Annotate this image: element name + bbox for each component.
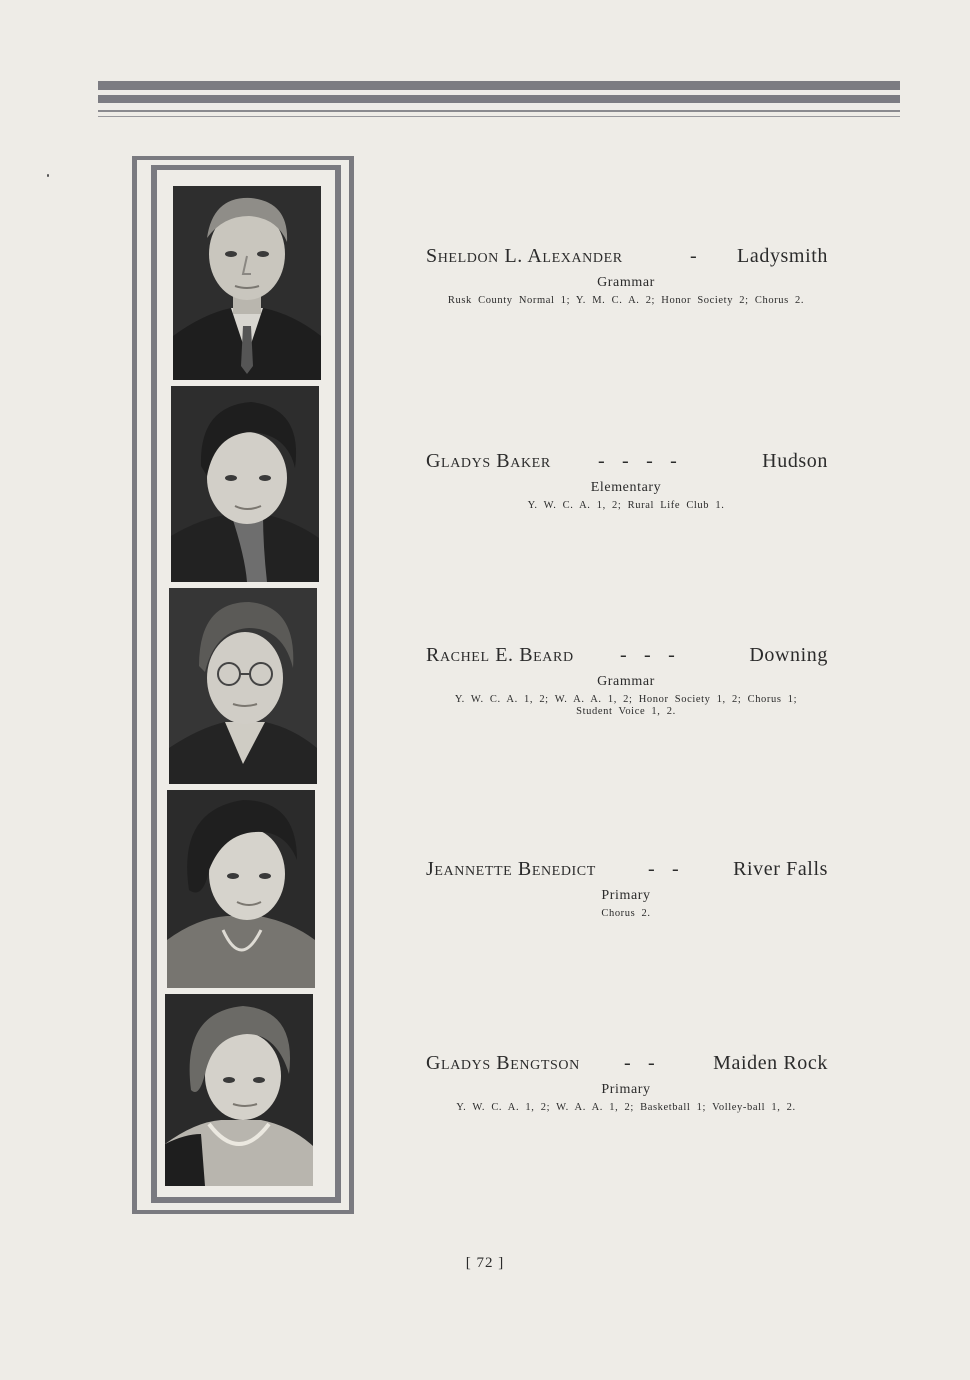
student-name: Sheldon L. Alexander — [426, 245, 623, 267]
scan-speck — [47, 174, 49, 177]
course-of-study: Grammar — [597, 674, 655, 689]
portrait-photo-alexander — [173, 186, 321, 380]
student-name: Rachel E. Beard — [426, 644, 574, 666]
hometown: Ladysmith — [737, 245, 828, 267]
portrait-photo-baker — [171, 386, 319, 582]
student-entry-bengtson — [420, 1052, 832, 1114]
header-rule-hairline — [98, 116, 900, 117]
leader-dashes: - - — [624, 1052, 656, 1074]
student-name: Gladys Baker — [426, 450, 551, 472]
page-number: [ 72 ] — [465, 1255, 505, 1271]
leader-dashes: - - - — [620, 644, 676, 666]
course-of-study: Primary — [601, 1082, 651, 1097]
leader-dashes: - - — [648, 858, 680, 880]
leader-dashes: - — [690, 245, 698, 267]
hometown: River Falls — [733, 858, 828, 880]
activities: Rusk County Normal 1; Y. M. C. A. 2; Honor Society 2; Chorus 2. — [447, 295, 805, 306]
student-entry-benedict — [420, 858, 832, 920]
student-entry-alexander — [420, 245, 832, 307]
leader-dashes: - - - - — [598, 450, 678, 472]
hometown: Maiden Rock — [713, 1052, 828, 1074]
activities: Y. W. C. A. 1, 2; W. A. A. 1, 2; Basketball 1; Volley-ball 1, 2. — [456, 1102, 796, 1113]
activities: Y. W. C. A. 1, 2; W. A. A. 1, 2; Honor Society 1, 2; Chorus 1; Student Voice 1, 2. — [454, 694, 798, 717]
student-name: Gladys Bengtson — [426, 1052, 580, 1074]
header-rule-thick-bottom — [98, 95, 900, 103]
activities: Y. W. C. A. 1, 2; Rural Life Club 1. — [527, 500, 725, 511]
student-entry-baker — [420, 450, 832, 512]
course-of-study: Elementary — [590, 480, 662, 495]
course-of-study: Grammar — [597, 275, 655, 290]
course-of-study: Primary — [601, 888, 651, 903]
hometown: Downing — [749, 644, 828, 666]
portrait-photo-benedict — [167, 790, 315, 988]
activities: Chorus 2. — [601, 908, 651, 919]
portrait-photo-bengtson — [165, 994, 313, 1186]
portrait-photo-beard — [169, 588, 317, 784]
student-entry-beard — [420, 644, 832, 718]
header-rule-thick-top — [98, 81, 900, 90]
hometown: Hudson — [762, 450, 828, 472]
header-rule-thin — [98, 110, 900, 112]
student-name: Jeannette Benedict — [426, 858, 596, 880]
